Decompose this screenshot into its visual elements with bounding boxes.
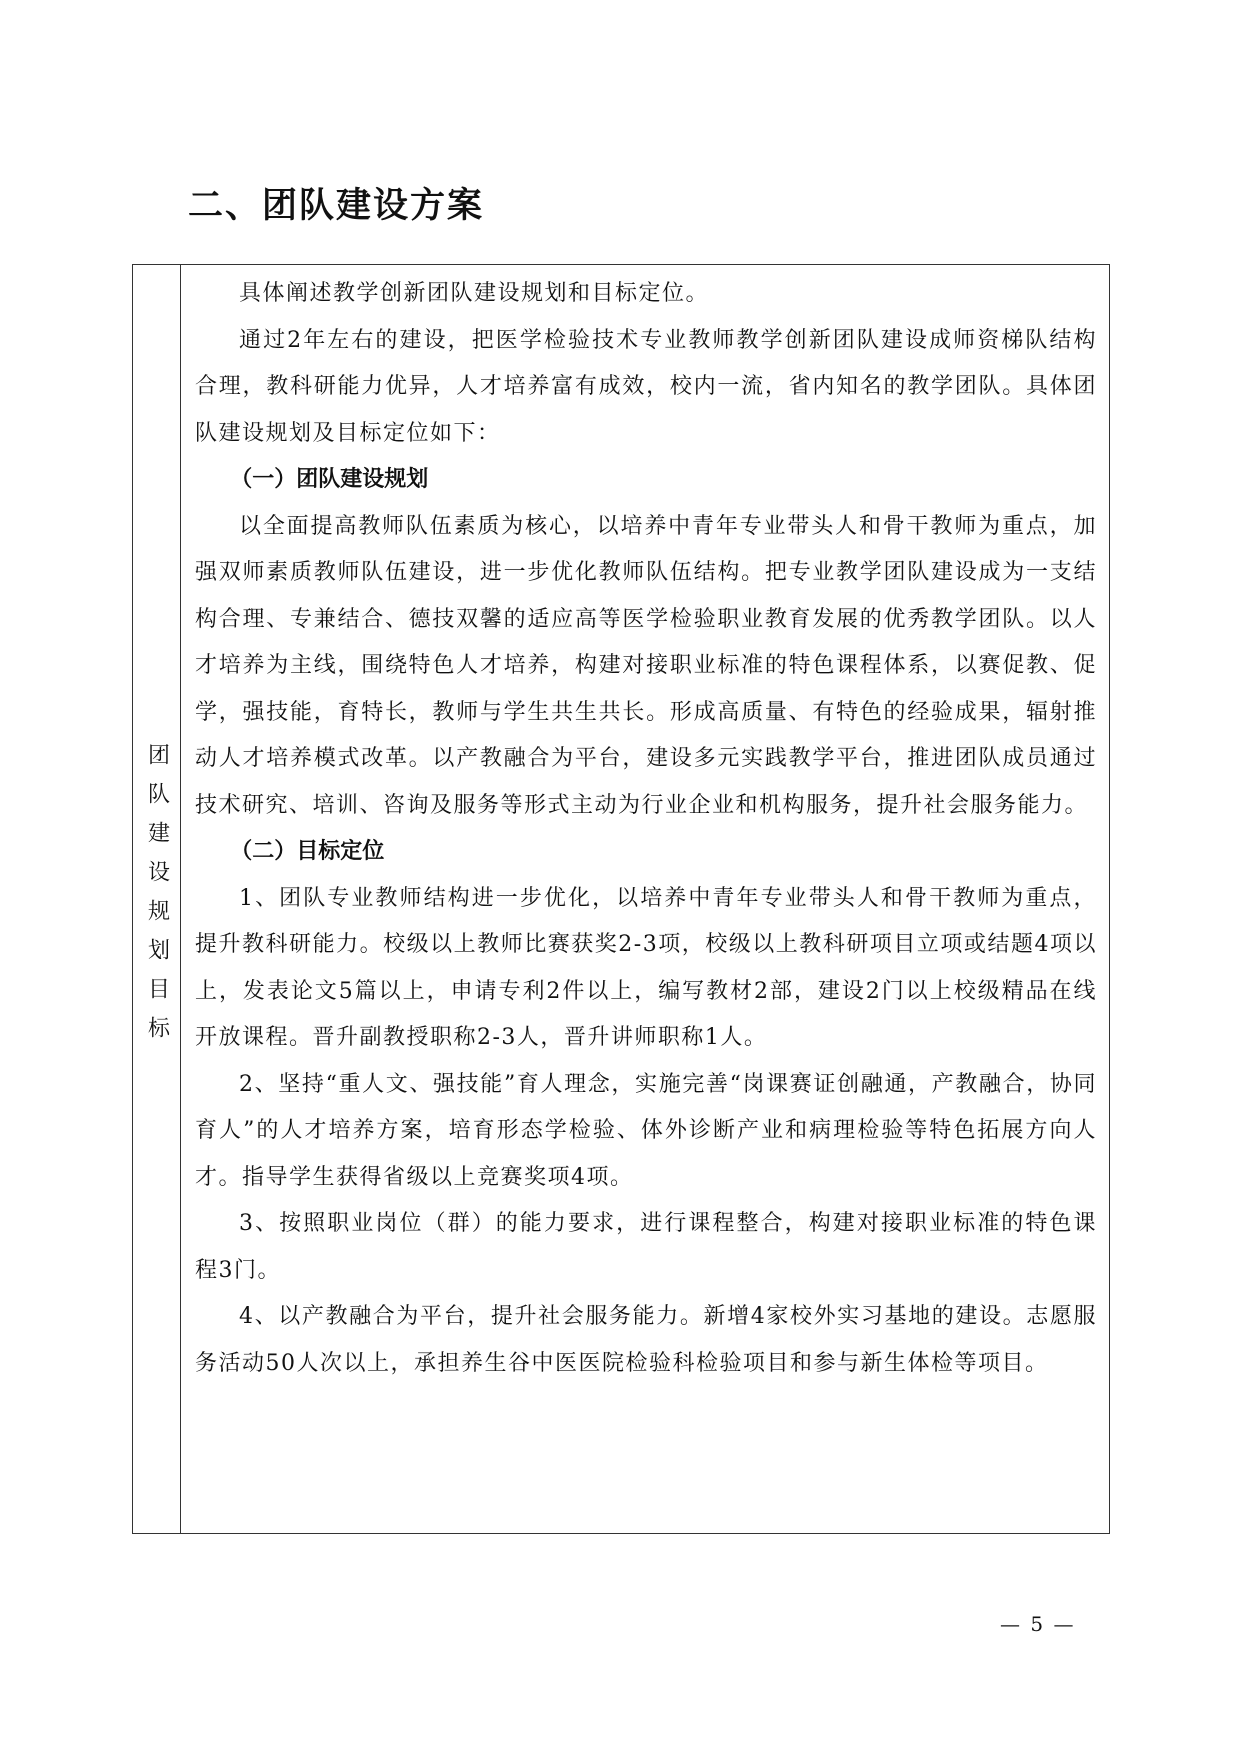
content-cell: [181, 265, 1109, 1533]
section-title: 二、团队建设方案: [188, 186, 485, 226]
page-number: — 5 —: [1000, 1612, 1076, 1636]
overview-paragraph: 通过2年左右的建设，把医学检验技术专业教师教学创新团队建设成师资梯队结构合理，教科研能力优异，人才培养富有成效，校内一流，省内知名的教学团队。具体团队建设规划及目标定位如下：: [195, 327, 1097, 446]
subheading-plan: （一）团队建设规划: [230, 467, 429, 492]
subheading-goals: （二）目标定位: [230, 839, 385, 864]
plan-table: [132, 264, 1110, 1534]
goal-item-1: 1、团队专业教师结构进一步优化，以培养中青年专业带头人和骨干教师为重点，提升教科研能力。校级以上教师比赛获奖2-3项，校级以上教科研项目立项或结题4项以上，发表论文5篇以上，申请专利2件以上，编写教材2部，建设2门以上校级精品在线开放课程。晋升副教授职称2-3人，晋升讲师职称1人。: [195, 885, 1097, 1050]
goal-item-4: 4、以产教融合为平台，提升社会服务能力。新增4家校外实习基地的建设。志愿服务活动50人次以上，承担养生谷中医医院检验科检验项目和参与新生体检等项目。: [195, 1304, 1097, 1376]
row-label-cell: [133, 265, 181, 1533]
plan-paragraph: 以全面提高教师队伍素质为核心，以培养中青年专业带头人和骨干教师为重点，加强双师素质教师队伍建设，进一步优化教师队伍结构。把专业教学团队建设成为一支结构合理、专兼结合、德技双馨的适应高等医学检验职业教育发展的优秀教学团队。以人才培养为主线，围绕特色人才培养，构建对接职业标准的特色课程体系，以赛促教、促学，强技能，育特长，教师与学生共生共长。形成高质量、有特色的经验成果，辐射推动人才培养模式改革。以产教融合为平台，建设多元实践教学平台，推进团队成员通过技术研究、培训、咨询及服务等形式主动为行业企业和机构服务，提升社会服务能力。: [195, 513, 1097, 818]
intro-paragraph: 具体阐述教学创新团队建设规划和目标定位。: [239, 281, 710, 306]
goal-item-3: 3、按照职业岗位（群）的能力要求，进行课程整合，构建对接职业标准的特色课程3门。: [195, 1211, 1097, 1283]
row-label: 团队建设规划目标: [144, 743, 170, 1055]
goal-item-2: 2、坚持“重人文、强技能”育人理念，实施完善“岗课赛证创融通，产教融合，协同育人”的人才培养方案，培育形态学检验、体外诊断产业和病理检验等特色拓展方向人才。指导学生获得省级以上竞赛奖项4项。: [195, 1071, 1097, 1190]
